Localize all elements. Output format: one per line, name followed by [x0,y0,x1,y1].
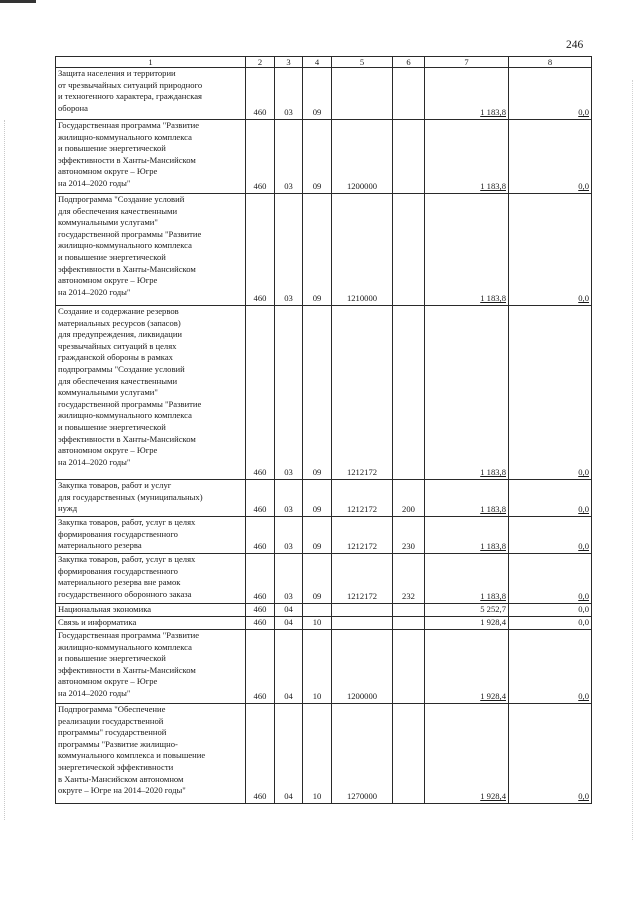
cell-section: 03 [275,480,303,517]
cell-amount: 5 252,7 [425,604,509,617]
cell-subsection: 09 [303,554,332,604]
cell-admin-code: 460 [246,704,275,804]
table-row [56,604,592,617]
cell-amount-secondary: 0,0 [509,704,592,804]
row-name: Государственная программа "Развитие жилищно-коммунального комплекса и повышение энергетической эффективности в Ханты-Мансийском автономном округе – Югре на 2014–2020 годы" [56,120,246,194]
row-name: Закупка товаров, работ, услуг в целях формирования государственного материального резерва [56,517,246,554]
cell-target-article: 1200000 [332,120,393,194]
cell-expense-type [393,306,425,480]
cell-amount-secondary: 0,0 [509,306,592,480]
cell-section: 03 [275,306,303,480]
table-row [56,194,592,306]
table-row [56,306,592,480]
row-name: Связь и информатика [56,617,246,630]
cell-amount: 1 928,4 [425,617,509,630]
cell-section: 03 [275,194,303,306]
cell-amount-secondary: 0,0 [509,604,592,617]
column-header: 2 [246,57,275,68]
row-name: Создание и содержание резервов материальных ресурсов (запасов) для предупреждения, ликвидации чрезвычайных ситуаций в целях гражданской обороны в рамках подпрограммы "Создание условий для обеспечения качественными коммунальными услугами" государственной программы "Развитие жилищно-коммунального комплекса и повышение энергетической эффективности в Ханты-Мансийском автономном округе – Югре на 2014–2020 годы" [56,306,246,480]
cell-expense-type: 232 [393,554,425,604]
cell-target-article: 1270000 [332,704,393,804]
cell-expense-type [393,120,425,194]
row-name: Закупка товаров, работ, услуг в целях формирования государственного материального резерва вне рамок государственного оборонного заказа [56,554,246,604]
cell-subsection: 10 [303,704,332,804]
cell-expense-type [393,704,425,804]
scan-corner-mark [0,0,36,3]
cell-admin-code: 460 [246,604,275,617]
cell-admin-code: 460 [246,480,275,517]
cell-target-article: 1212172 [332,480,393,517]
cell-subsection: 10 [303,617,332,630]
cell-admin-code: 460 [246,306,275,480]
table-row [56,120,592,194]
cell-target-article [332,68,393,120]
cell-subsection [303,604,332,617]
column-header: 3 [275,57,303,68]
table-row [56,704,592,804]
cell-section: 03 [275,554,303,604]
cell-amount-secondary: 0,0 [509,120,592,194]
cell-amount-secondary: 0,0 [509,68,592,120]
cell-target-article: 1212172 [332,554,393,604]
cell-amount: 1 183,8 [425,517,509,554]
cell-amount-secondary: 0,0 [509,630,592,704]
cell-amount: 1 183,8 [425,68,509,120]
cell-amount-secondary: 0,0 [509,517,592,554]
cell-amount: 1 183,8 [425,554,509,604]
cell-admin-code: 460 [246,517,275,554]
cell-amount: 1 183,8 [425,480,509,517]
cell-section: 04 [275,630,303,704]
cell-subsection: 09 [303,517,332,554]
row-name: Подпрограмма "Обеспечение реализации государственной программы" государственной программы "Развитие жилищно- коммунального комплекса и повышение энергетической эффективности в Ханты-Мансийском автономном округе – Югре на 2014–2020 годы" [56,704,246,804]
cell-amount: 1 183,8 [425,306,509,480]
column-header: 4 [303,57,332,68]
cell-admin-code: 460 [246,194,275,306]
cell-section: 03 [275,68,303,120]
column-header: 6 [393,57,425,68]
page-number: 246 [566,39,584,51]
cell-section: 04 [275,617,303,630]
row-name: Национальная экономика [56,604,246,617]
cell-admin-code: 460 [246,630,275,704]
table-row [56,617,592,630]
cell-amount-secondary: 0,0 [509,480,592,517]
cell-subsection: 09 [303,480,332,517]
cell-subsection: 09 [303,120,332,194]
cell-subsection: 09 [303,306,332,480]
cell-admin-code: 460 [246,554,275,604]
cell-expense-type: 200 [393,480,425,517]
cell-admin-code: 460 [246,617,275,630]
column-header: 1 [56,57,246,68]
row-name: Закупка товаров, работ и услуг для государственных (муниципальных) нужд [56,480,246,517]
budget-table [55,56,592,804]
cell-target-article [332,604,393,617]
row-name: Государственная программа "Развитие жилищно-коммунального комплекса и повышение энергетической эффективности в Ханты-Мансийском автономном округе – Югре на 2014–2020 годы" [56,630,246,704]
row-name: Подпрограмма "Создание условий для обеспечения качественными коммунальными услугами" государственной программы "Развитие жилищно-коммунального комплекса и повышение энергетической эффективности в Ханты-Мансийском автономном округе – Югре на 2014–2020 годы" [56,194,246,306]
cell-target-article: 1212172 [332,517,393,554]
cell-subsection: 09 [303,68,332,120]
table-row [56,554,592,604]
cell-expense-type [393,68,425,120]
cell-amount-secondary: 0,0 [509,617,592,630]
column-header: 8 [509,57,592,68]
cell-section: 04 [275,604,303,617]
scan-right-edge [632,80,634,840]
cell-expense-type [393,617,425,630]
cell-target-article: 1200000 [332,630,393,704]
row-name: Защита населения и территории от чрезвычайных ситуаций природного и техногенного характера, гражданская оборона [56,68,246,120]
table-header-row [56,57,592,68]
cell-amount-secondary: 0,0 [509,554,592,604]
table-row [56,630,592,704]
cell-section: 03 [275,517,303,554]
cell-admin-code: 460 [246,120,275,194]
table-row [56,68,592,120]
cell-section: 03 [275,120,303,194]
cell-expense-type [393,194,425,306]
cell-admin-code: 460 [246,68,275,120]
cell-amount: 1 183,8 [425,120,509,194]
cell-target-article: 1212172 [332,306,393,480]
cell-target-article: 1210000 [332,194,393,306]
cell-expense-type [393,604,425,617]
cell-amount: 1 183,8 [425,194,509,306]
cell-expense-type: 230 [393,517,425,554]
cell-subsection: 10 [303,630,332,704]
cell-target-article [332,617,393,630]
column-header: 7 [425,57,509,68]
cell-section: 04 [275,704,303,804]
cell-amount-secondary: 0,0 [509,194,592,306]
cell-subsection: 09 [303,194,332,306]
cell-expense-type [393,630,425,704]
scan-left-edge [4,120,6,820]
cell-amount: 1 928,4 [425,630,509,704]
table-row [56,517,592,554]
column-header: 5 [332,57,393,68]
table-row [56,480,592,517]
cell-amount: 1 928,4 [425,704,509,804]
